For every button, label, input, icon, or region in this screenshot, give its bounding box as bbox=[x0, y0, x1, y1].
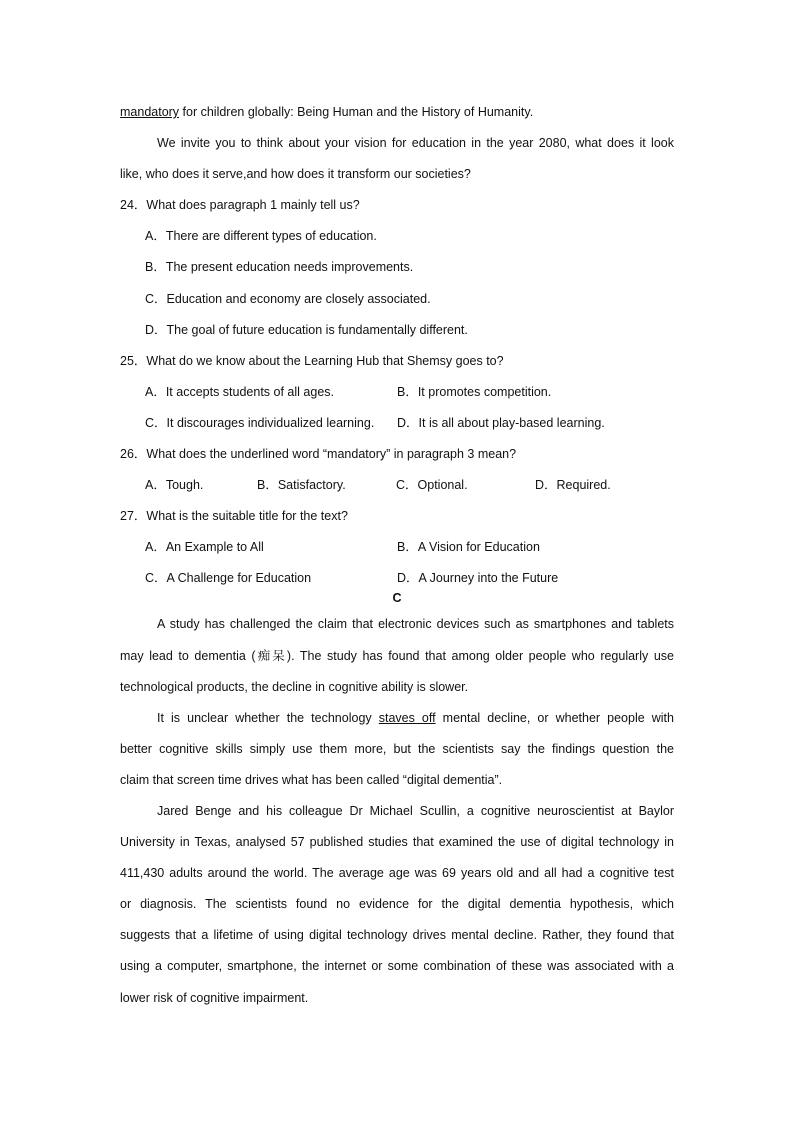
question-25-options-row-1 bbox=[120, 380, 674, 411]
question-27-stem: 27．What is the suitable title for the text? bbox=[120, 509, 348, 524]
question-25-option-b: B．It promotes competition. bbox=[397, 384, 552, 399]
question-24-option-c: C．Education and economy are closely associated. bbox=[145, 291, 431, 306]
question-24-option-a: A．There are different types of education. bbox=[145, 229, 377, 244]
intro-line-2: We invite you to think about your vision for education in the year 2080, what does it look bbox=[157, 136, 674, 151]
passage-p2-line-3: claim that screen time drives what has been called “digital dementia”. bbox=[120, 772, 503, 787]
passage-p3-line-1: Jared Benge and his colleague Dr Michael Scullin, a cognitive neuroscientist at Baylor bbox=[157, 803, 674, 818]
question-26-option-d: D．Required. bbox=[535, 478, 611, 493]
question-26-stem: 26．What does the underlined word “mandatory” in paragraph 3 mean? bbox=[120, 447, 517, 462]
question-27-options-row-2 bbox=[120, 566, 674, 592]
question-27-option-a: A．An Example to All bbox=[145, 540, 264, 555]
question-26-option-c: C．Optional. bbox=[396, 478, 468, 493]
question-27-options-row-1 bbox=[120, 535, 674, 566]
question-26-option-b: B．Satisfactory. bbox=[257, 478, 346, 493]
question-25-option-c: C．It discourages individualized learning. bbox=[145, 415, 375, 430]
question-27-option-b: B．A Vision for Education bbox=[397, 540, 540, 555]
passage-p3-line-2: University in Texas, analysed 57 published studies that examined the use of digital technology in bbox=[120, 835, 674, 850]
underlined-word-mandatory: mandatory bbox=[120, 105, 180, 119]
passage-p3-line-4: or diagnosis. The scientists found no evidence for the digital dementia hypothesis, which bbox=[120, 897, 674, 912]
question-25-stem: 25．What do we know about the Learning Hub that Shemsy goes to? bbox=[120, 353, 504, 368]
passage-p3-line-3: 411,430 adults around the world. The average age was 69 years old and all had a cognitive test bbox=[120, 866, 674, 881]
question-24-option-d: D．The goal of future education is fundamentally different. bbox=[145, 322, 468, 337]
question-25-options-row-2 bbox=[120, 411, 674, 442]
section-label: C bbox=[392, 591, 402, 606]
passage-p3-line-6: using a computer, smartphone, the internet or some combination of these was associated with a bbox=[120, 959, 674, 974]
passage-p1-line-1: A study has challenged the claim that electronic devices such as smartphones and tablets bbox=[157, 617, 674, 632]
passage-p3-line-5: suggests that a lifetime of using digital technology drives mental decline. Rather, they found that bbox=[120, 928, 674, 943]
question-26-option-a: A．Tough. bbox=[145, 478, 204, 493]
underlined-phrase-staves-off: staves off bbox=[378, 710, 436, 725]
passage-p1-line-2: may lead to dementia (痴呆). The study has found that among older people who regularly use bbox=[120, 648, 674, 663]
intro-line-3: like, who does it serve,and how does it transform our societies? bbox=[120, 167, 471, 182]
question-24-option-b: B．The present education needs improvements. bbox=[145, 260, 414, 275]
question-25-option-a: A．It accepts students of all ages. bbox=[145, 384, 334, 399]
document-page bbox=[120, 100, 674, 1017]
question-27-option-d: D．A Journey into the Future bbox=[397, 571, 559, 586]
question-26-options-row bbox=[120, 473, 674, 504]
passage-p2-line-2: better cognitive skills simply use them more, but the scientists say the findings question the bbox=[120, 741, 674, 756]
intro-line-1: mandatory for children globally: Being Human and the History of Humanity. bbox=[120, 105, 534, 119]
question-27-option-c: C．A Challenge for Education bbox=[145, 571, 312, 586]
passage-p1-line-3: technological products, the decline in cognitive ability is slower. bbox=[120, 679, 469, 694]
passage-p2-line-1: It is unclear whether the technology staves off mental decline, or whether people with bbox=[157, 710, 674, 725]
question-24-stem: 24．What does paragraph 1 mainly tell us? bbox=[120, 198, 360, 213]
passage-p3-line-7: lower risk of cognitive impairment. bbox=[120, 990, 309, 1005]
question-25-option-d: D．It is all about play-based learning. bbox=[397, 415, 605, 430]
